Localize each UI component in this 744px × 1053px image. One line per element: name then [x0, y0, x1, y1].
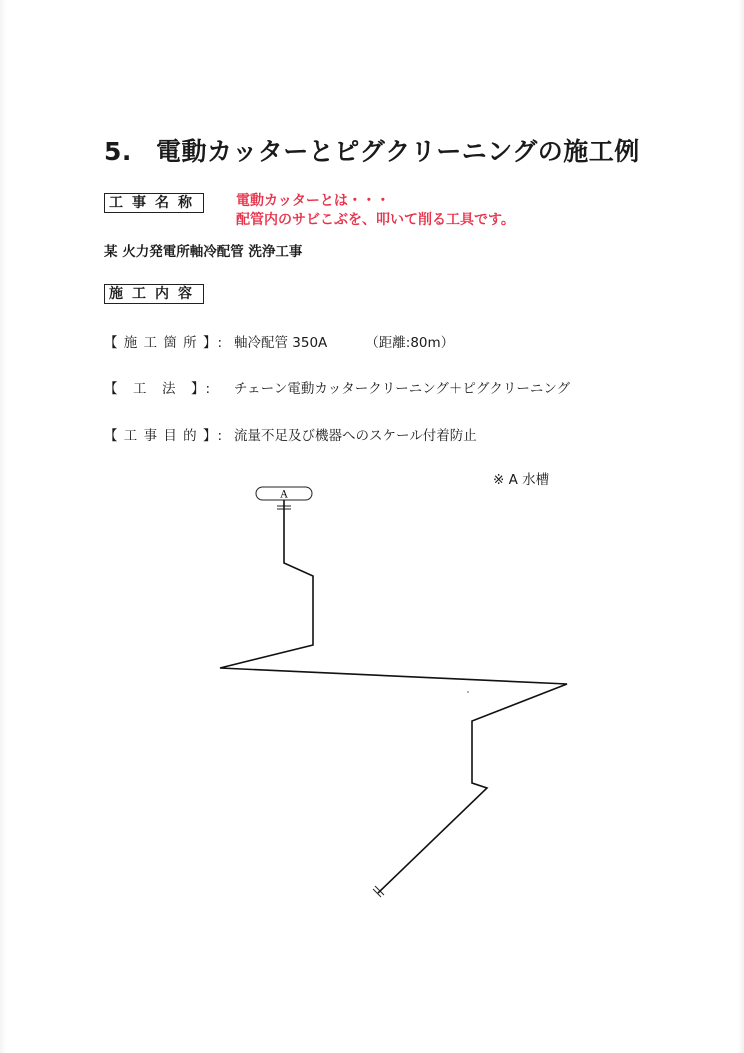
location-distance: （距離:80m） — [365, 335, 455, 351]
purpose-value: 流量不足及び機器へのスケール付着防止 — [234, 428, 477, 444]
project-name-label: 工事名称 — [104, 193, 204, 213]
location-value: 軸冷配管 350A — [234, 335, 328, 351]
diagram-legend: ※ A 水槽 — [493, 472, 550, 488]
project-name: 某 火力発電所軸冷配管 洗浄工事 — [104, 244, 303, 260]
pipe-route — [220, 500, 567, 893]
scan-speck — [467, 691, 469, 693]
method-value: チェーン電動カッタークリーニング＋ピグクリーニング — [234, 381, 571, 397]
cutter-note-line1: 電動カッターとは・・・ — [236, 193, 390, 209]
cutter-note-line2: 配管内のサビこぶを、叩いて削る工具です。 — [236, 212, 515, 228]
flange-end-2 — [375, 886, 384, 895]
section-title: 電動カッターとピグクリーニングの施工例 — [156, 137, 640, 166]
purpose-label: 【 工 事 目 的 】: — [104, 428, 224, 444]
method-label: 【 工 法 】: — [104, 381, 212, 397]
water-tank-label: A — [280, 489, 288, 501]
section-number: 5. — [104, 137, 132, 166]
work-content-label: 施工内容 — [104, 284, 204, 304]
location-label: 【 施 工 箇 所 】: — [104, 335, 224, 351]
